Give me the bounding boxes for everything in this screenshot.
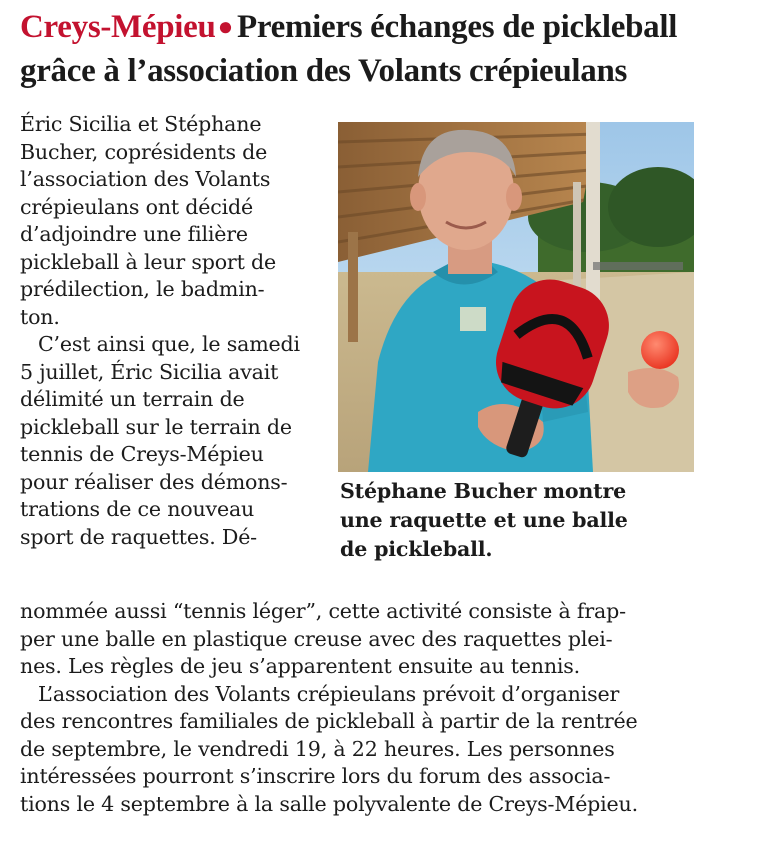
- body-line: 5 juillet, Éric Sicilia avait: [20, 359, 279, 384]
- article-headline: [20, 6, 750, 92]
- kicker-bullet: ●: [217, 12, 233, 41]
- body-line: Bucher, coprésidents de: [20, 139, 268, 164]
- body-line: prédilection, le badmin-: [20, 277, 265, 301]
- body-line: sport de raquettes. Dé-: [20, 524, 257, 549]
- body-line: de septembre, le vendredi 19, à 22 heures. Les personnes: [20, 736, 615, 761]
- body-line: pour réaliser des démons-: [20, 469, 288, 494]
- body-line: Éric Sicilia et Stéphane: [20, 112, 262, 136]
- body-line: ton.: [20, 304, 60, 329]
- body-line: pickleball sur le terrain de: [20, 414, 292, 439]
- article-kicker: Creys-Mépieu: [20, 9, 216, 45]
- body-line: trations de ce nouveau: [20, 497, 255, 521]
- body-line: pickleball à leur sport de: [20, 249, 276, 274]
- body-line: per une balle en plastique creuse avec des raquettes plei-: [20, 626, 613, 651]
- body-line: l’association des Volants: [20, 167, 271, 191]
- body-line: des rencontres familiales de pickleball à partir de la rentrée: [20, 709, 638, 733]
- body-line: d’adjoindre une filière: [20, 222, 248, 246]
- photo-caption: [340, 477, 700, 564]
- body-line: intéressées pourront s’inscrire lors du forum des associa-: [20, 764, 611, 788]
- article-title-line-2: grâce à l’association des Volants crépieulans: [20, 53, 628, 89]
- body-line: C’est ainsi que, le samedi: [38, 332, 300, 356]
- body-line: délimité un terrain de: [20, 387, 245, 411]
- body-line: L’association des Volants crépieulans prévoit d’organiser: [38, 681, 620, 706]
- body-line: tions le 4 septembre à la salle polyvalente de Creys-Mépieu.: [20, 791, 638, 816]
- caption-line: une raquette et une balle: [340, 508, 628, 532]
- article-photo: [338, 122, 694, 472]
- photo-illustration: [338, 122, 694, 472]
- caption-line: Stéphane Bucher montre: [340, 479, 627, 503]
- body-line: nommée aussi “tennis léger”, cette activité consiste à frap-: [20, 599, 626, 623]
- body-line: tennis de Creys-Mépieu: [20, 442, 264, 466]
- caption-line: de pickleball.: [340, 537, 493, 561]
- body-line: crépieulans ont décidé: [20, 194, 253, 219]
- body-line: nes. Les règles de jeu s’apparentent ensuite au tennis.: [20, 654, 581, 678]
- article-title-line-1: Premiers échanges de pickleball: [236, 9, 678, 45]
